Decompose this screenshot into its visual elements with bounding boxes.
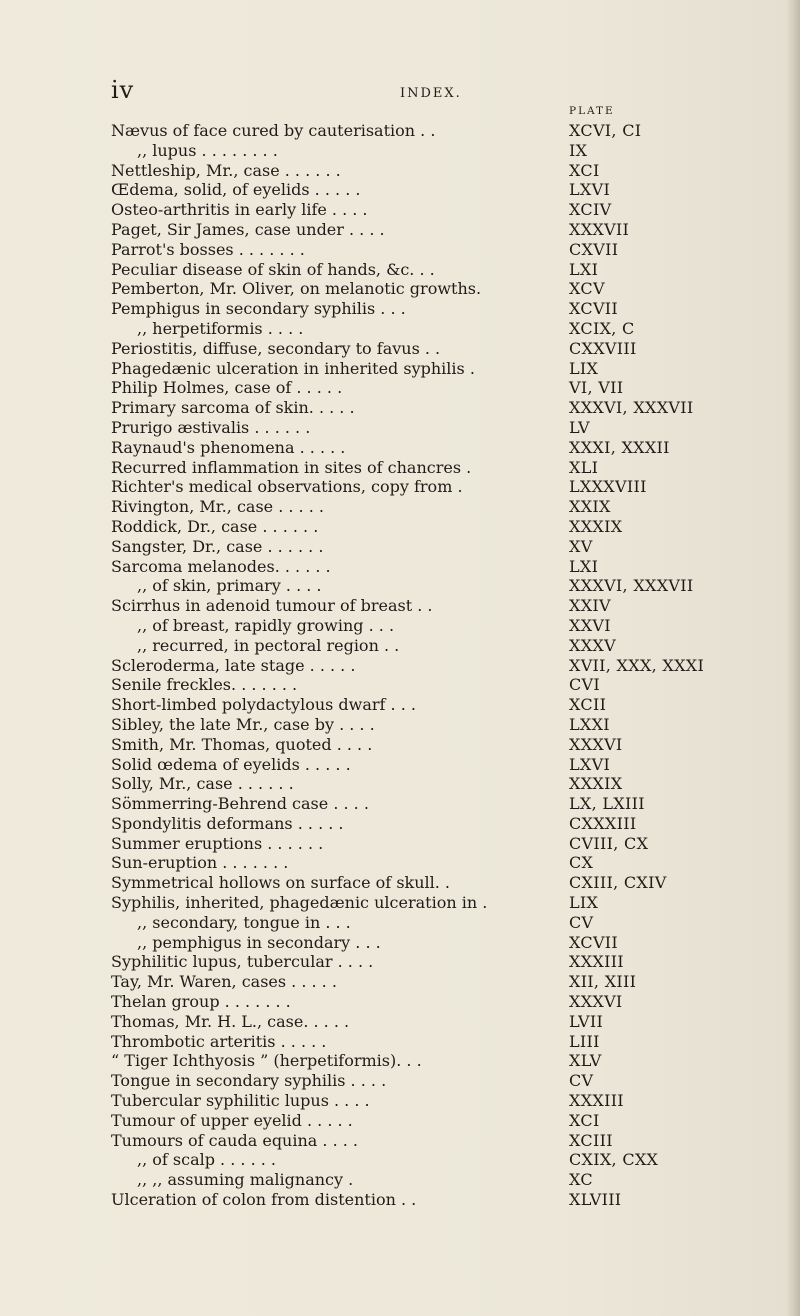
entry-term: ,, of breast, rapidly growing . . . bbox=[137, 615, 395, 635]
entry-term: Primary sarcoma of skin. . . . . bbox=[111, 398, 355, 418]
entry-term: Syphilis, inherited, phagedænic ulceration in . bbox=[111, 893, 488, 913]
entry-plate: LXI bbox=[569, 556, 599, 576]
entry-term: Periostitis, diffuse, secondary to favus . . bbox=[111, 338, 441, 358]
entry-plate: XCIII bbox=[569, 1130, 613, 1150]
entry-plate: XXIV bbox=[569, 596, 611, 616]
index-entry bbox=[111, 992, 791, 1012]
entry-term: ,, of scalp . . . . . . bbox=[137, 1150, 276, 1170]
entry-plate: XXXIX bbox=[569, 774, 623, 794]
index-entry bbox=[111, 774, 791, 794]
index-entry bbox=[111, 616, 791, 636]
entry-term: Sibley, the late Mr., case by . . . . bbox=[111, 714, 375, 734]
entry-term: Prurigo æstivalis . . . . . . bbox=[111, 417, 311, 437]
entry-term: Tumours of cauda equina . . . . bbox=[111, 1130, 359, 1150]
entry-plate: LIX bbox=[569, 358, 599, 378]
index-entry bbox=[111, 636, 791, 656]
entry-plate: LIII bbox=[569, 1031, 600, 1051]
index-entry bbox=[111, 161, 791, 181]
index-entry bbox=[111, 715, 791, 735]
entry-plate: CX bbox=[569, 853, 594, 873]
index-entry bbox=[111, 1170, 791, 1190]
index-entry bbox=[111, 1111, 791, 1131]
entry-term: Thelan group . . . . . . . bbox=[111, 992, 291, 1012]
index-entry bbox=[111, 675, 791, 695]
index-entry bbox=[111, 537, 791, 557]
entry-term: ,, ,, assuming malignancy . bbox=[137, 1170, 354, 1190]
entry-term: Short-limbed polydactylous dwarf . . . bbox=[111, 695, 416, 715]
index-entry bbox=[111, 853, 791, 873]
index-entry bbox=[111, 458, 791, 478]
entry-term: Tubercular syphilitic lupus . . . . bbox=[111, 1091, 370, 1111]
entry-plate: XC bbox=[569, 1170, 593, 1190]
index-entry bbox=[111, 319, 791, 339]
entry-plate: XLVIII bbox=[569, 1190, 622, 1210]
entry-plate: XLI bbox=[569, 457, 599, 477]
entry-plate: CVIII, CX bbox=[569, 833, 649, 853]
entry-plate: XV bbox=[569, 536, 593, 556]
entry-plate: IX bbox=[569, 140, 588, 160]
index-entry bbox=[111, 735, 791, 755]
entry-term: Sun-eruption . . . . . . . bbox=[111, 853, 289, 873]
index-entry bbox=[111, 794, 791, 814]
entry-term: ,, herpetiformis . . . . bbox=[137, 318, 304, 338]
index-entry bbox=[111, 893, 791, 913]
entry-term: Tay, Mr. Waren, cases . . . . . bbox=[111, 972, 337, 992]
entry-term: Sangster, Dr., case . . . . . . bbox=[111, 536, 324, 556]
index-entry bbox=[111, 279, 791, 299]
index-entry bbox=[111, 695, 791, 715]
index-entry bbox=[111, 378, 791, 398]
index-entry bbox=[111, 1032, 791, 1052]
entry-term: Tumour of upper eyelid . . . . . bbox=[111, 1110, 353, 1130]
entry-term: Symmetrical hollows on surface of skull. . bbox=[111, 873, 451, 893]
entry-plate: CXVII bbox=[569, 239, 619, 259]
entry-plate: LVII bbox=[569, 1011, 604, 1031]
entry-term: Scleroderma, late stage . . . . . bbox=[111, 655, 356, 675]
entry-term: Parrot's bosses . . . . . . . bbox=[111, 239, 305, 259]
index-entry bbox=[111, 339, 791, 359]
index-entry bbox=[111, 576, 791, 596]
entry-plate: XXXI, XXXII bbox=[569, 437, 670, 457]
entry-term: Solid œdema of eyelids . . . . . bbox=[111, 754, 351, 774]
entry-term: ,, of skin, primary . . . . bbox=[137, 576, 322, 596]
entry-plate: VI, VII bbox=[569, 378, 624, 398]
index-entry bbox=[111, 497, 791, 517]
index-entry bbox=[111, 438, 791, 458]
entry-term: Nævus of face cured by cauterisation . . bbox=[111, 121, 436, 140]
index-entry bbox=[111, 220, 791, 240]
index-entry bbox=[111, 1012, 791, 1032]
index-entry bbox=[111, 1131, 791, 1151]
index-entry bbox=[111, 517, 791, 537]
entry-term: Syphilitic lupus, tubercular . . . . bbox=[111, 952, 374, 972]
entry-plate: XCVII bbox=[569, 932, 619, 952]
entry-term: Raynaud's phenomena . . . . . bbox=[111, 437, 346, 457]
entry-term: Phagedænic ulceration in inherited syphilis . bbox=[111, 358, 475, 378]
entry-plate: LV bbox=[569, 417, 590, 437]
entry-plate: CVI bbox=[569, 675, 601, 695]
entry-term: Paget, Sir James, case under . . . . bbox=[111, 219, 385, 239]
entry-term: Richter's medical observations, copy from . bbox=[111, 477, 463, 497]
entry-term: ,, recurred, in pectoral region . . bbox=[137, 635, 400, 655]
entry-plate: LXXXVIII bbox=[569, 477, 647, 497]
entry-plate: XCVII bbox=[569, 299, 619, 319]
plate-column-heading: PLATE bbox=[569, 105, 615, 117]
entry-plate: LX, LXIII bbox=[569, 794, 645, 814]
entry-plate: XCV bbox=[569, 279, 605, 299]
entry-plate: LXVI bbox=[569, 754, 611, 774]
entry-term: Peculiar disease of skin of hands, &c. . . bbox=[111, 259, 435, 279]
index-entry bbox=[111, 1071, 791, 1091]
entry-plate: XXIX bbox=[569, 497, 611, 517]
entry-term: Senile freckles. . . . . . . bbox=[111, 675, 298, 695]
entry-term: Tongue in secondary syphilis . . . . bbox=[111, 1071, 387, 1091]
entry-term: Nettleship, Mr., case . . . . . . bbox=[111, 160, 341, 180]
entry-plate: XVII, XXX, XXXI bbox=[569, 655, 705, 675]
entry-plate: XXXIX bbox=[569, 516, 623, 536]
entry-term: Spondylitis deformans . . . . . bbox=[111, 813, 344, 833]
entry-plate: XCIX, C bbox=[569, 318, 635, 338]
index-entry bbox=[111, 477, 791, 497]
entry-term: Œdema, solid, of eyelids . . . . . bbox=[111, 180, 361, 200]
entry-plate: XCI bbox=[569, 160, 600, 180]
entry-plate: XCII bbox=[569, 695, 607, 715]
entry-term: Osteo-arthritis in early life . . . . bbox=[111, 200, 368, 220]
entry-term: Scirrhus in adenoid tumour of breast . . bbox=[111, 596, 433, 616]
index-entry bbox=[111, 299, 791, 319]
entry-plate: XXXVII bbox=[569, 219, 630, 239]
index-entry bbox=[111, 656, 791, 676]
entry-plate: LXXI bbox=[569, 714, 610, 734]
entry-plate: XXVI bbox=[569, 615, 611, 635]
index-entry bbox=[111, 260, 791, 280]
index-entry bbox=[111, 972, 791, 992]
index-entries bbox=[111, 121, 791, 1210]
entry-term: Ulceration of colon from distention . . bbox=[111, 1190, 417, 1210]
entry-plate: XXXVI bbox=[569, 992, 623, 1012]
index-entry bbox=[111, 1150, 791, 1170]
entry-plate: CXXXIII bbox=[569, 813, 637, 833]
index-entry bbox=[111, 557, 791, 577]
index-entry bbox=[111, 141, 791, 161]
page-number: iv bbox=[111, 76, 135, 104]
entry-term: Sömmerring-Behrend case . . . . bbox=[111, 794, 369, 814]
entry-plate: LXI bbox=[569, 259, 599, 279]
entry-term: Pemberton, Mr. Oliver, on melanotic growths. bbox=[111, 279, 482, 299]
index-entry bbox=[111, 913, 791, 933]
entry-term: Thrombotic arteritis . . . . . bbox=[111, 1031, 327, 1051]
entry-term: ,, pemphigus in secondary . . . bbox=[137, 932, 381, 952]
index-entry bbox=[111, 933, 791, 953]
index-entry bbox=[111, 814, 791, 834]
entry-plate: CXIX, CXX bbox=[569, 1150, 659, 1170]
entry-plate: XXXVI, XXXVII bbox=[569, 398, 694, 418]
entry-plate: XXXVI, XXXVII bbox=[569, 576, 694, 596]
index-entry bbox=[111, 200, 791, 220]
entry-term: Sarcoma melanodes. . . . . . bbox=[111, 556, 331, 576]
entry-plate: LIX bbox=[569, 893, 599, 913]
index-entry bbox=[111, 834, 791, 854]
entry-plate: XXXVI bbox=[569, 734, 623, 754]
entry-term: Summer eruptions . . . . . . bbox=[111, 833, 324, 853]
entry-plate: LXVI bbox=[569, 180, 611, 200]
entry-term: ,, lupus . . . . . . . . bbox=[137, 140, 278, 160]
entry-plate: XCIV bbox=[569, 200, 612, 220]
index-entry bbox=[111, 873, 791, 893]
index-entry bbox=[111, 240, 791, 260]
entry-term: Smith, Mr. Thomas, quoted . . . . bbox=[111, 734, 373, 754]
entry-plate: XII, XIII bbox=[569, 972, 637, 992]
index-entry bbox=[111, 418, 791, 438]
index-entry bbox=[111, 1051, 791, 1071]
index-entry bbox=[111, 596, 791, 616]
entry-term: Philip Holmes, case of . . . . . bbox=[111, 378, 343, 398]
entry-plate: XXXV bbox=[569, 635, 616, 655]
entry-term: Recurred inflammation in sites of chancres . bbox=[111, 457, 472, 477]
entry-plate: XCVI, CI bbox=[569, 121, 642, 140]
entry-plate: XLV bbox=[569, 1051, 602, 1071]
entry-plate: CXIII, CXIV bbox=[569, 873, 667, 893]
index-entry bbox=[111, 359, 791, 379]
index-entry bbox=[111, 180, 791, 200]
entry-plate: XCI bbox=[569, 1110, 600, 1130]
entry-term: “ Tiger Ichthyosis ” (herpetiformis). . . bbox=[111, 1051, 422, 1071]
entry-plate: XXXIII bbox=[569, 952, 624, 972]
page-header bbox=[111, 76, 771, 106]
entry-plate: CV bbox=[569, 1071, 594, 1091]
index-entry bbox=[111, 398, 791, 418]
entry-plate: CXXVIII bbox=[569, 338, 637, 358]
index-entry bbox=[111, 755, 791, 775]
entry-plate: CV bbox=[569, 912, 594, 932]
running-head: INDEX. bbox=[400, 86, 462, 101]
entry-term: ,, secondary, tongue in . . . bbox=[137, 912, 351, 932]
entry-term: Thomas, Mr. H. L., case. . . . . bbox=[111, 1011, 350, 1031]
entry-term: Rivington, Mr., case . . . . . bbox=[111, 497, 324, 517]
entry-plate: XXXIII bbox=[569, 1091, 624, 1111]
entry-term: Pemphigus in secondary syphilis . . . bbox=[111, 299, 406, 319]
index-entry bbox=[111, 1091, 791, 1111]
index-entry bbox=[111, 952, 791, 972]
entry-term: Solly, Mr., case . . . . . . bbox=[111, 774, 294, 794]
index-entry bbox=[111, 1190, 791, 1210]
entry-term: Roddick, Dr., case . . . . . . bbox=[111, 516, 319, 536]
index-entry bbox=[111, 121, 791, 141]
